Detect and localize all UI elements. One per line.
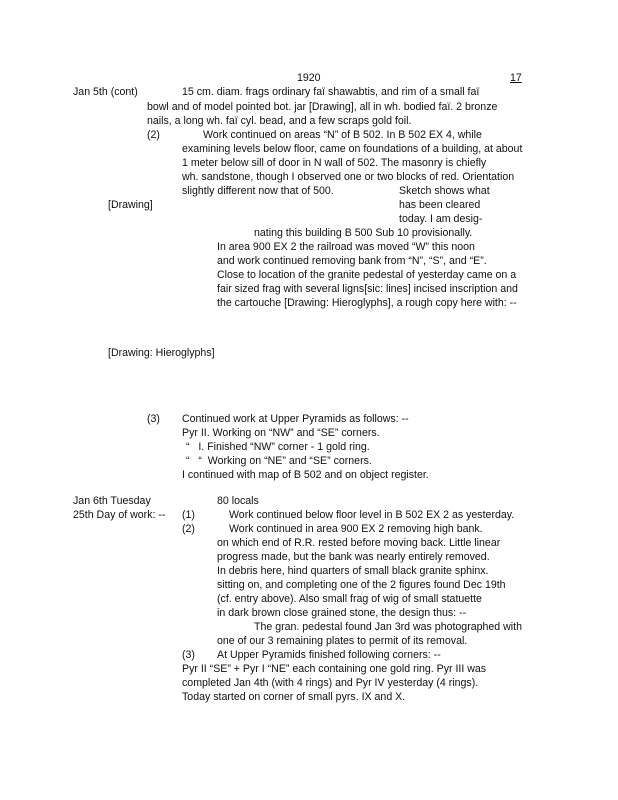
entry-date-jan5: Jan 5th (cont) [73, 86, 138, 98]
text-line: slightly different now that of 500. [182, 185, 334, 197]
drawing-placeholder: [Drawing: Hieroglyphs] [108, 347, 215, 359]
text-line: 15 cm. diam. frags ordinary faï shawabtis, and rim of a small faï [182, 86, 480, 98]
text-line: wh. sandstone, though I observed one or two blocks of red. Orientation [182, 171, 515, 183]
text-line: “ I. Finished “NW” corner - 1 gold ring. [186, 441, 370, 453]
text-line: in dark brown close grained stone, the design thus: -- [217, 607, 467, 619]
text-line: Work continued on areas “N” of B 502. In B 502 EX 4, while [203, 129, 482, 141]
text-line: (cf. entry above). Also small frag of wig of small statuette [217, 593, 482, 605]
text-line: on which end of R.R. rested before moving back. Little linear [217, 537, 501, 549]
text-line: fair sized frag with several ligns[sic: lines] incised inscription and [217, 283, 518, 295]
paragraph-number: (3) [147, 413, 160, 425]
text-line: Close to location of the granite pedestal of yesterday came on a [217, 269, 517, 281]
text-line: The gran. pedestal found Jan 3rd was photographed with [254, 621, 522, 633]
text-line: sitting on, and completing one of the 2 figures found Dec 19th [217, 579, 506, 591]
paragraph-number: (1) [182, 509, 195, 521]
page-year: 1920 [297, 72, 321, 84]
text-line: 1 meter below sill of door in N wall of 502. The masonry is chiefly [182, 157, 487, 169]
text-line: one of our 3 remaining plates to permit of its removal. [217, 635, 468, 647]
text-line: Today started on corner of small pyrs. IX and X. [182, 691, 406, 703]
page-number: 17 [510, 72, 522, 84]
text-line: the cartouche [Drawing: Hieroglyphs], a rough copy here with: -- [217, 297, 517, 309]
sketch-note: Sketch shows what [399, 185, 490, 197]
locals-count: 80 locals [217, 495, 259, 507]
text-line: Continued work at Upper Pyramids as follows: -- [182, 413, 409, 425]
paragraph-number: (2) [147, 129, 160, 141]
paragraph-number: (3) [182, 649, 195, 661]
text-line: nails, a long wh. faï cyl. bead, and a few scraps gold foil. [147, 115, 412, 127]
text-line: nating this building B 500 Sub 10 provisionally. [254, 227, 473, 239]
text-line: examining levels below floor, came on foundations of a building, at about [182, 143, 523, 155]
sketch-note: today. I am desig- [399, 213, 483, 225]
text-line: and work continued removing bank from “N”, “S”, and “E”. [217, 255, 487, 267]
drawing-placeholder: [Drawing] [108, 199, 153, 211]
text-line: completed Jan 4th (with 4 rings) and Pyr IV yesterday (4 rings). [182, 677, 479, 689]
sketch-note: has been cleared [399, 199, 481, 211]
entry-date-jan6: Jan 6th Tuesday [73, 495, 151, 507]
text-line: bowl and of model pointed bot. jar [Drawing], all in wh. bodied faï. 2 bronze [147, 101, 498, 113]
text-line: In area 900 EX 2 the railroad was moved “W” this noon [217, 241, 475, 253]
day-of-work: 25th Day of work: -- [73, 509, 166, 521]
text-line: Work continued in area 900 EX 2 removing high bank. [229, 523, 483, 535]
text-line: In debris here, hind quarters of small black granite sphinx. [217, 565, 489, 577]
text-line: progress made, but the bank was nearly entirely removed. [217, 551, 490, 563]
text-line: Pyr II. Working on “NW” and “SE” corners. [182, 427, 380, 439]
text-line: Work continued below floor level in B 502 EX 2 as yesterday. [229, 509, 515, 521]
text-line: “ “ Working on “NE” and “SE” corners. [186, 455, 372, 467]
paragraph-number: (2) [182, 523, 195, 535]
text-line: I continued with map of B 502 and on object register. [182, 469, 429, 481]
text-line: Pyr II “SE” + Pyr I “NE” each containing one gold ring. Pyr III was [182, 663, 487, 675]
text-line: At Upper Pyramids finished following corners: -- [217, 649, 441, 661]
